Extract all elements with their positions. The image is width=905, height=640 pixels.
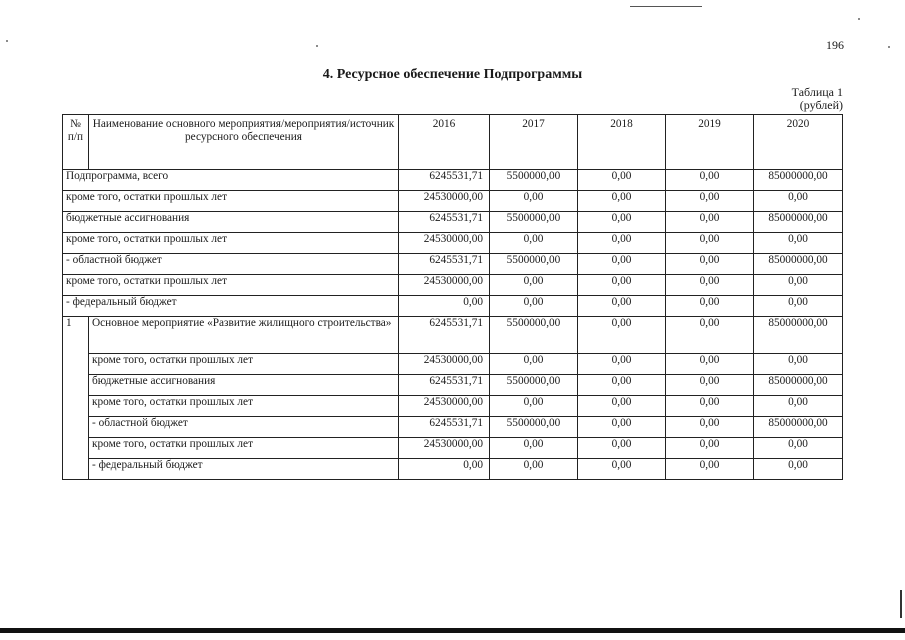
scan-speck: [6, 40, 8, 42]
value-2018: 0,00: [578, 417, 666, 438]
row-label: - федеральный бюджет: [63, 296, 399, 317]
table-row: [63, 459, 843, 480]
resource-table: [62, 114, 843, 480]
header-2019: 2019: [666, 115, 754, 170]
value-2019: 0,00: [666, 417, 754, 438]
table-row: [63, 170, 843, 191]
table-row: [63, 275, 843, 296]
value-2020: 0,00: [754, 438, 843, 459]
value-2016: 24530000,00: [399, 233, 490, 254]
scan-speck: [888, 46, 890, 48]
table-row: [63, 296, 843, 317]
units-label: (рублей): [799, 98, 843, 112]
table-row: [63, 254, 843, 275]
header-name: Наименование основного мероприятия/мероприятия/источник ресурсного обеспечения: [89, 115, 399, 170]
section-title: 4. Ресурсное обеспечение Подпрограммы: [322, 67, 583, 82]
activity-rows: [63, 317, 843, 480]
value-2019: 0,00: [666, 438, 754, 459]
value-2020: 0,00: [754, 233, 843, 254]
value-2018: 0,00: [578, 254, 666, 275]
value-2016: 24530000,00: [399, 396, 490, 417]
value-2019: 0,00: [666, 212, 754, 233]
activity-name: Основное мероприятие «Развитие жилищного строительства»: [89, 317, 399, 354]
value-2017: 5500000,00: [490, 375, 578, 396]
header-2017: 2017: [490, 115, 578, 170]
scan-artifact-right: [900, 590, 902, 618]
row-label: - федеральный бюджет: [89, 459, 399, 480]
value-2020: 0,00: [754, 396, 843, 417]
value-2019: 0,00: [666, 233, 754, 254]
value-2016: 0,00: [399, 459, 490, 480]
header-2020: 2020: [754, 115, 843, 170]
table-header-row: [63, 115, 843, 170]
value-2020: 0,00: [754, 459, 843, 480]
value-2017: 0,00: [490, 275, 578, 296]
table-row: [63, 212, 843, 233]
value-2018: 0,00: [578, 212, 666, 233]
value-2020: 85000000,00: [754, 254, 843, 275]
value-2018: 0,00: [578, 317, 666, 354]
value-2016: 0,00: [399, 296, 490, 317]
scan-artifact-top: [630, 6, 702, 7]
row-label: кроме того, остатки прошлых лет: [63, 233, 399, 254]
table-row: [63, 417, 843, 438]
value-2020: 85000000,00: [754, 375, 843, 396]
value-2020: 85000000,00: [754, 417, 843, 438]
value-2017: 5500000,00: [490, 417, 578, 438]
value-2019: 0,00: [666, 254, 754, 275]
value-2020: 0,00: [754, 191, 843, 212]
value-2019: 0,00: [666, 354, 754, 375]
activity-row: [63, 317, 843, 354]
value-2020: 0,00: [754, 354, 843, 375]
row-label: кроме того, остатки прошлых лет: [89, 396, 399, 417]
header-2016: 2016: [399, 115, 490, 170]
row-label: Подпрограмма, всего: [63, 170, 399, 191]
scan-artifact-bottom: [0, 628, 905, 633]
value-2020: 0,00: [754, 275, 843, 296]
value-2018: 0,00: [578, 354, 666, 375]
value-2018: 0,00: [578, 191, 666, 212]
value-2018: 0,00: [578, 375, 666, 396]
value-2017: 0,00: [490, 438, 578, 459]
value-2017: 0,00: [490, 459, 578, 480]
header-num: № п/п: [63, 115, 89, 170]
value-2018: 0,00: [578, 275, 666, 296]
value-2016: 6245531,71: [399, 170, 490, 191]
table-row: [63, 191, 843, 212]
value-2016: 6245531,71: [399, 254, 490, 275]
row-label: кроме того, остатки прошлых лет: [89, 354, 399, 375]
value-2019: 0,00: [666, 191, 754, 212]
table-row: [63, 396, 843, 417]
row-label: бюджетные ассигнования: [89, 375, 399, 396]
value-2016: 6245531,71: [399, 375, 490, 396]
value-2018: 0,00: [578, 396, 666, 417]
row-label: - областной бюджет: [89, 417, 399, 438]
scan-speck: [316, 45, 318, 47]
value-2017: 5500000,00: [490, 317, 578, 354]
value-2017: 0,00: [490, 296, 578, 317]
value-2017: 0,00: [490, 191, 578, 212]
value-2019: 0,00: [666, 170, 754, 191]
value-2016: 24530000,00: [399, 275, 490, 296]
table-caption: [792, 86, 843, 112]
value-2018: 0,00: [578, 170, 666, 191]
value-2020: 85000000,00: [754, 170, 843, 191]
value-2020: 0,00: [754, 296, 843, 317]
value-2018: 0,00: [578, 233, 666, 254]
activity-index: 1: [63, 317, 89, 480]
value-2016: 6245531,71: [399, 417, 490, 438]
header-2018: 2018: [578, 115, 666, 170]
table-number: Таблица 1: [791, 85, 843, 99]
row-label: кроме того, остатки прошлых лет: [89, 438, 399, 459]
page-number: 196: [826, 38, 844, 52]
value-2017: 0,00: [490, 233, 578, 254]
value-2017: 5500000,00: [490, 212, 578, 233]
value-2019: 0,00: [666, 396, 754, 417]
value-2019: 0,00: [666, 459, 754, 480]
value-2019: 0,00: [666, 296, 754, 317]
table-row: [63, 438, 843, 459]
value-2018: 0,00: [578, 296, 666, 317]
table-row: [63, 233, 843, 254]
value-2017: 0,00: [490, 354, 578, 375]
value-2020: 85000000,00: [754, 317, 843, 354]
table-row: [63, 354, 843, 375]
value-2020: 85000000,00: [754, 212, 843, 233]
value-2016: 24530000,00: [399, 438, 490, 459]
value-2019: 0,00: [666, 375, 754, 396]
value-2016: 24530000,00: [399, 191, 490, 212]
value-2019: 0,00: [666, 275, 754, 296]
value-2018: 0,00: [578, 459, 666, 480]
table-row: [63, 375, 843, 396]
value-2019: 0,00: [666, 317, 754, 354]
value-2017: 5500000,00: [490, 254, 578, 275]
row-label: бюджетные ассигнования: [63, 212, 399, 233]
value-2016: 24530000,00: [399, 354, 490, 375]
value-2016: 6245531,71: [399, 212, 490, 233]
value-2017: 0,00: [490, 396, 578, 417]
value-2018: 0,00: [578, 438, 666, 459]
row-label: - областной бюджет: [63, 254, 399, 275]
value-2016: 6245531,71: [399, 317, 490, 354]
value-2017: 5500000,00: [490, 170, 578, 191]
summary-rows: [63, 170, 843, 317]
row-label: кроме того, остатки прошлых лет: [63, 275, 399, 296]
row-label: кроме того, остатки прошлых лет: [63, 191, 399, 212]
scan-speck: [858, 18, 860, 20]
